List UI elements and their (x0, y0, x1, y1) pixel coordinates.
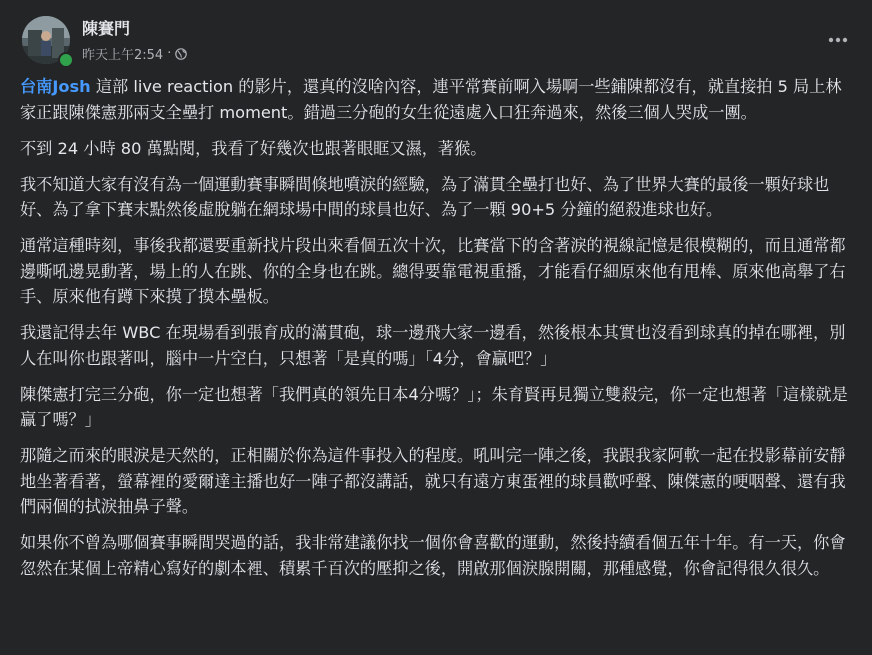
meta-separator: · (167, 46, 172, 61)
post-paragraph: 我還記得去年 WBC 在現場看到張育成的滿貫砲，球一邊飛大家一邊看，然後根本其實也沒看到球真的掉在哪裡，別人在叫你也跟著叫，腦中一片空白，只想著「是真的嗎」「4分，會贏吧？」 (20, 323, 846, 368)
mention-link[interactable]: 台南Josh (20, 77, 91, 96)
more-options-icon (828, 37, 848, 43)
post-timestamp[interactable]: 昨天上午2:54 (82, 48, 164, 63)
post-paragraph (20, 74, 856, 125)
post-body (20, 74, 856, 581)
globe-icon[interactable] (175, 48, 187, 60)
author-name[interactable]: 陳賽門 (82, 19, 131, 38)
more-options-button[interactable] (820, 22, 856, 58)
online-status-indicator (58, 52, 74, 68)
post-header (20, 14, 856, 70)
post-paragraph: 如果你不曾為哪個賽事瞬間哭過的話，我非常建議你找一個你會喜歡的運動，然後持續看個五年十年。有一天，你會忽然在某個上帝精心寫好的劇本裡、積累千百次的壓抑之後，開啟那個淚腺開關，那種感覺，你會記得很久很久。 (20, 533, 846, 578)
post-paragraph: 通常這種時刻，事後我都還要重新找片段出來看個五次十次，比賽當下的含著淚的視線記憶是很模糊的，而且通常都邊嘶吼邊晃動著，場上的人在跳、你的全身也在跳。總得要靠電視重播，才能看仔細原來他有甩棒、原來他高舉了右手、原來他有蹲下來摸了摸本壘板。 (20, 236, 846, 306)
post-paragraph: 陳傑憲打完三分砲，你一定也想著「我們真的領先日本4分嗎？」；朱育賢再見獨立雙殺完，你一定也想著「這樣就是贏了嗎？」 (20, 384, 848, 429)
post-paragraph: 不到 24 小時 80 萬點閱，我看了好幾次也跟著眼眶又濕，著猴。 (20, 138, 487, 158)
post-meta (82, 44, 187, 63)
post-paragraph: 那隨之而來的眼淚是天然的，正相關於你為這件事投入的程度。吼叫完一陣之後，我跟我家阿軟一起在投影幕前安靜地坐著看著，螢幕裡的愛爾達主播也好一陣子都沒講話，就只有遠方東蛋裡的球員歡呼聲、陳傑憲的哽咽聲、還有我們兩個的拭淚抽鼻子聲。 (20, 446, 846, 516)
post-paragraph: 我不知道大家有沒有為一個運動賽事瞬間倏地噴淚的經驗，為了滿貫全壘打也好、為了世界大賽的最後一顆好球也好、為了拿下賽末點然後虛脫躺在網球場中間的球員也好、為了一顆 90+5 分鐘的絕殺進球也好。 (20, 174, 830, 219)
post-paragraph-text: 這部 live reaction 的影片，還真的沒啥內容，連平常賽前啊入場啊一些鋪陳都沒有，就直接拍 5 局上林家正跟陳傑憲那兩支全壘打 moment。錯過三分砲的女生從遠處入口狂奔過來，然後三個人哭成一團。 (20, 77, 842, 122)
